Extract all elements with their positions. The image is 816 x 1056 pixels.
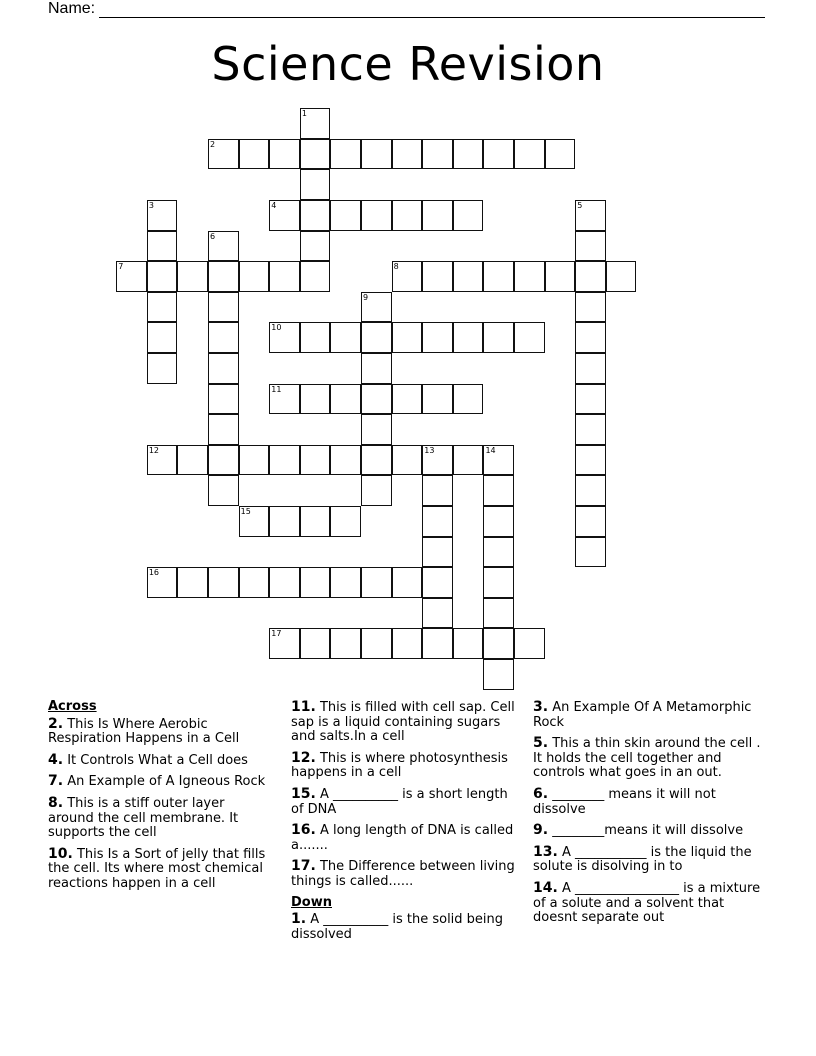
clue-across-10: 10. This Is a Sort of jelly that fills the cell. Its where most chemical reactions happen in a cell (48, 845, 266, 891)
crossword-cell[interactable] (422, 537, 453, 568)
crossword-cell[interactable] (300, 567, 331, 598)
crossword-cell[interactable] (422, 598, 453, 629)
crossword-cell[interactable] (545, 139, 576, 170)
crossword-cell[interactable] (269, 384, 300, 415)
crossword-cell[interactable] (300, 322, 331, 353)
crossword-cell[interactable] (147, 445, 178, 476)
clue-across-11: 11. This is filled with cell sap. Cell sap is a liquid containing sugars and salts.In a cell (291, 699, 515, 745)
crossword-cell[interactable] (483, 659, 514, 690)
crossword-cell[interactable] (177, 567, 208, 598)
crossword-cell[interactable] (177, 261, 208, 292)
crossword-cell[interactable] (300, 628, 331, 659)
crossword-cell[interactable] (361, 567, 392, 598)
crossword-cell[interactable] (575, 200, 606, 231)
crossword-cell[interactable] (239, 506, 270, 537)
crossword-cell[interactable] (575, 231, 606, 262)
crossword-cell[interactable] (300, 200, 331, 231)
crossword-cell[interactable] (147, 567, 178, 598)
crossword-cell[interactable] (422, 139, 453, 170)
crossword-cell[interactable] (422, 506, 453, 537)
crossword-cell[interactable] (422, 628, 453, 659)
crossword-cell[interactable] (514, 261, 545, 292)
crossword-cell[interactable] (208, 384, 239, 415)
crossword-cell[interactable] (514, 628, 545, 659)
crossword-cell[interactable] (453, 628, 484, 659)
across-heading: Across (48, 699, 97, 714)
name-label: Name: (48, 0, 96, 17)
crossword-cell[interactable] (575, 322, 606, 353)
crossword-cell[interactable] (483, 261, 514, 292)
crossword-cell[interactable] (361, 475, 392, 506)
crossword-cell[interactable] (392, 445, 423, 476)
crossword-cell[interactable] (147, 231, 178, 262)
crossword-cell[interactable] (514, 322, 545, 353)
crossword-cell[interactable] (300, 169, 331, 200)
crossword-cell[interactable] (422, 322, 453, 353)
clues-column-1 (48, 700, 273, 898)
crossword-cell[interactable] (575, 445, 606, 476)
crossword-cell[interactable] (269, 322, 300, 353)
crossword-cell[interactable] (147, 200, 178, 231)
clue-number: 11 (271, 384, 282, 394)
crossword-cell[interactable] (392, 200, 423, 231)
crossword-cell[interactable] (269, 200, 300, 231)
crossword-cell[interactable] (208, 475, 239, 506)
crossword-cell[interactable] (330, 384, 361, 415)
clue-number: 2 (210, 139, 216, 149)
crossword-cell[interactable] (208, 322, 239, 353)
crossword-cell[interactable] (208, 567, 239, 598)
crossword-cell[interactable] (147, 261, 178, 292)
crossword-cell[interactable] (575, 261, 606, 292)
down-heading: Down (291, 894, 332, 910)
crossword-cell[interactable] (269, 506, 300, 537)
clue-across-7: 7. An Example of A Igneous Rock (48, 773, 266, 790)
crossword-cell[interactable] (483, 445, 514, 476)
crossword-cell[interactable] (392, 261, 423, 292)
crossword-cell[interactable] (300, 261, 331, 292)
crossword-cell[interactable] (392, 384, 423, 415)
crossword-cell[interactable] (269, 445, 300, 476)
crossword-cell[interactable] (483, 598, 514, 629)
crossword-cell[interactable] (453, 322, 484, 353)
crossword-cell[interactable] (575, 537, 606, 568)
crossword-cell[interactable] (208, 445, 239, 476)
clue-across-2: 2. This Is Where Aerobic Respiration Happens in a Cell (48, 715, 240, 747)
crossword-cell[interactable] (422, 261, 453, 292)
clue-number: 7 (118, 262, 124, 272)
crossword-cell[interactable] (269, 261, 300, 292)
crossword-cell[interactable] (483, 322, 514, 353)
crossword-cell[interactable] (300, 108, 331, 139)
crossword-cell[interactable] (422, 567, 453, 598)
clue-across-12: 12. This is where photosynthesis happens in a cell (291, 749, 508, 781)
clue-down-6: 6. ________ means it will not dissolve (533, 785, 716, 817)
clue-down-3: 3. An Example Of A Metamorphic Rock (533, 699, 752, 730)
crossword-cell[interactable] (453, 139, 484, 170)
crossword-cell[interactable] (545, 261, 576, 292)
crossword-cell[interactable] (361, 322, 392, 353)
crossword-cell[interactable] (330, 200, 361, 231)
crossword-cell[interactable] (453, 445, 484, 476)
crossword-cell[interactable] (483, 567, 514, 598)
clue-across-4: 4. It Controls What a Cell does (48, 751, 248, 768)
crossword-cell[interactable] (575, 353, 606, 384)
crossword-cell[interactable] (208, 139, 239, 170)
page-title: Science Revision (211, 37, 605, 91)
crossword-cell[interactable] (483, 506, 514, 537)
crossword-cell[interactable] (361, 414, 392, 445)
clue-number: 13 (424, 445, 435, 455)
clue-down-1: 1. A __________ is the solid being dissolved (291, 911, 504, 942)
clue-number: 1 (301, 109, 307, 119)
crossword-cell[interactable] (116, 261, 147, 292)
clue-across-16: 16. A long length of DNA is called a....... (291, 822, 514, 853)
crossword-cell[interactable] (483, 628, 514, 659)
crossword-cell[interactable] (453, 384, 484, 415)
crossword-cell[interactable] (300, 384, 331, 415)
crossword-cell[interactable] (269, 628, 300, 659)
crossword-cell[interactable] (239, 139, 270, 170)
crossword-cell[interactable] (330, 567, 361, 598)
crossword-cell[interactable] (361, 139, 392, 170)
crossword-cell[interactable] (330, 139, 361, 170)
crossword-cell[interactable] (483, 537, 514, 568)
crossword-cell[interactable] (269, 567, 300, 598)
crossword-cell[interactable] (422, 384, 453, 415)
crossword-cell[interactable] (361, 292, 392, 323)
clue-number: 4 (271, 201, 277, 211)
crossword-cell[interactable] (361, 628, 392, 659)
clue-number: 16 (148, 568, 160, 578)
crossword-cell[interactable] (422, 200, 453, 231)
clue-down-14: 14. A ________________ is a mixture of a solute and a solvent that doesnt separate out (533, 879, 761, 926)
crossword-cell[interactable] (453, 261, 484, 292)
crossword-cell[interactable] (361, 200, 392, 231)
crossword-cell[interactable] (239, 445, 270, 476)
crossword-cell[interactable] (239, 261, 270, 292)
clue-number: 3 (148, 201, 154, 211)
crossword-cell[interactable] (330, 628, 361, 659)
clue-down-9: 9. ________means it will dissolve (533, 822, 744, 839)
clue-down-13: 13. A ___________ is the liquid the solute is disolving in to (533, 843, 752, 875)
crossword-cell[interactable] (392, 567, 423, 598)
crossword-cell[interactable] (300, 139, 331, 170)
crossword-cell[interactable] (422, 475, 453, 506)
clue-across-8: 8. This is a stiff outer layer around the cell membrane. It supports the cell (48, 794, 239, 841)
clue-number: 10 (271, 323, 282, 333)
crossword-cell[interactable] (361, 353, 392, 384)
clue-across-15: 15. A __________ is a short length of DNA (291, 785, 508, 817)
clue-number: 8 (393, 262, 399, 272)
crossword-cell[interactable] (300, 231, 331, 262)
crossword-cell[interactable] (208, 353, 239, 384)
crossword-cell[interactable] (392, 139, 423, 170)
clue-across-17: 17. The Difference between living things is called...... (291, 858, 515, 889)
crossword-cell[interactable] (300, 445, 331, 476)
clues-column-3 (533, 700, 768, 932)
crossword-cell[interactable] (514, 139, 545, 170)
crossword-cell[interactable] (575, 506, 606, 537)
crossword-cell[interactable] (575, 292, 606, 323)
crossword-cell[interactable] (330, 322, 361, 353)
crossword-cell[interactable] (269, 139, 300, 170)
crossword-cell[interactable] (147, 322, 178, 353)
crossword-cell[interactable] (208, 261, 239, 292)
clue-down-5: 5. This a thin skin around the cell . It holds the cell together and controls what goes in an out. (533, 735, 761, 781)
clue-number: 6 (210, 231, 216, 241)
crossword-cell[interactable] (330, 506, 361, 537)
clues-column-2 (291, 700, 521, 948)
crossword-cell[interactable] (208, 292, 239, 323)
crossword-cell[interactable] (361, 384, 392, 415)
crossword-cell[interactable] (177, 445, 208, 476)
crossword-cell[interactable] (422, 445, 453, 476)
crossword-cell[interactable] (453, 200, 484, 231)
clue-number: 5 (577, 201, 583, 211)
clue-number: 12 (148, 445, 160, 455)
crossword-cell[interactable] (483, 139, 514, 170)
crossword-cell[interactable] (606, 261, 637, 292)
crossword-cell[interactable] (575, 384, 606, 415)
crossword-cell[interactable] (575, 414, 606, 445)
crossword-cell[interactable] (147, 353, 178, 384)
crossword-cell[interactable] (300, 506, 331, 537)
crossword-cell[interactable] (239, 567, 270, 598)
crossword-cell[interactable] (392, 322, 423, 353)
crossword-cell[interactable] (483, 475, 514, 506)
clue-number: 14 (485, 445, 496, 455)
crossword-cell[interactable] (392, 628, 423, 659)
clue-number: 15 (240, 507, 251, 517)
crossword-cell[interactable] (147, 292, 178, 323)
crossword-cell[interactable] (575, 475, 606, 506)
clue-number: 17 (271, 629, 282, 639)
crossword-cell[interactable] (330, 445, 361, 476)
crossword-cell[interactable] (208, 414, 239, 445)
clue-number: 9 (363, 292, 369, 302)
crossword-cell[interactable] (361, 445, 392, 476)
crossword-cell[interactable] (208, 231, 239, 262)
